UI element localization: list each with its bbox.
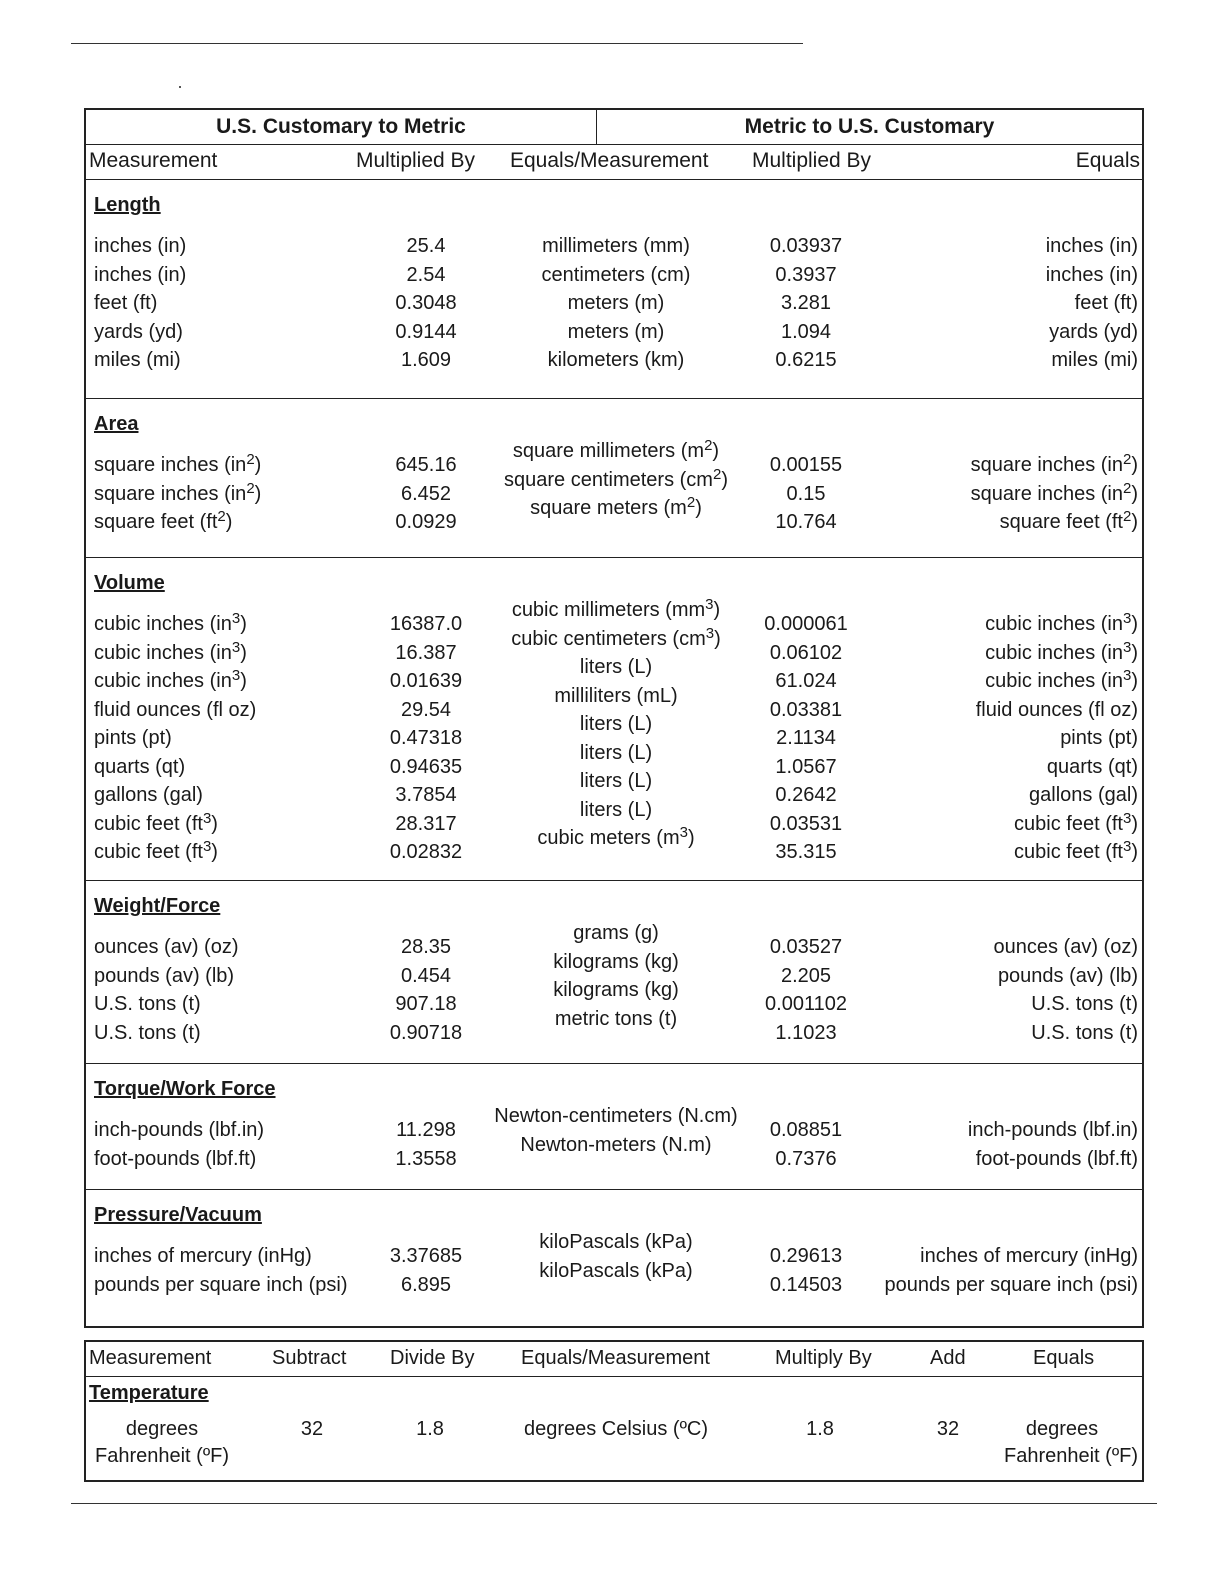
column-factor-to-customary: [736, 1116, 876, 1173]
cell-measurement: U.S. tons (t): [94, 1021, 201, 1044]
section-title: Pressure/Vacuum: [94, 1204, 262, 1226]
cell-equals-measurement: metric tons (t): [554, 1007, 678, 1030]
cell-equals-measurement: square centimeters $(cm^2)$: [504, 465, 728, 491]
column-equals-measurement: [471, 1102, 761, 1159]
cell-factor-to-customary: 0.7376: [775, 1147, 837, 1170]
bottom-rule: [71, 1503, 1157, 1504]
column-equals: [885, 1242, 1138, 1299]
cell-measurement: cubic feet $(ft^3)$: [94, 838, 218, 863]
cell-equals: gallons (gal): [1029, 784, 1138, 806]
temp-divide-value: 1.8: [416, 1418, 444, 1440]
temp-measurement: [86, 1416, 238, 1470]
cell-measurement: pints (pt): [94, 727, 172, 749]
cell-equals-measurement: millimeters (mm): [542, 235, 690, 257]
column-factor-to-customary: [736, 451, 876, 537]
cell-factor-to-metric: 907.18: [395, 993, 457, 1015]
cell-equals-measurement: Newton-meters (N.m): [520, 1133, 712, 1156]
cell-equals-measurement: kilometers (km): [547, 349, 685, 371]
column-factor-to-customary: [736, 610, 876, 867]
cell-factor-to-customary: 3.281: [780, 292, 832, 314]
column-equals: [1046, 232, 1138, 375]
cell-measurement: gallons (gal): [94, 784, 203, 806]
cell-factor-to-customary: 0.03937: [769, 235, 843, 257]
column-equals-measurement: [471, 596, 761, 853]
cell-equals: cubic inches $(in^3)$: [985, 638, 1138, 664]
cell-equals: pints (pt): [1060, 727, 1138, 749]
temp-col-equals: Equals: [1033, 1347, 1095, 1369]
table-header-columns: [86, 145, 1142, 180]
cell-equals-measurement: cubic meters $(m^3)$: [537, 824, 695, 849]
cell-factor-to-customary: 0.001102: [765, 993, 847, 1015]
column-equals: [968, 1116, 1138, 1173]
cell-equals: cubic feet $(ft^3)$: [1014, 809, 1138, 835]
cell-factor-to-customary: 0.6215: [775, 349, 837, 371]
cell-equals-measurement: meters (m): [567, 320, 665, 343]
cell-equals: pounds (av) (lb): [997, 964, 1138, 987]
cell-measurement: feet (ft): [94, 292, 158, 314]
cell-equals-measurement: liters (L): [579, 656, 653, 678]
cell-factor-to-customary: 0.29613: [769, 1245, 843, 1267]
temperature-title: Temperature: [89, 1382, 209, 1404]
cell-factor-to-customary: 0.3937: [775, 263, 837, 286]
temp-equals-measurement-value: degrees Celsius (ºC): [523, 1418, 709, 1440]
cell-factor-to-metric: 0.02832: [389, 841, 463, 863]
cell-factor-to-customary: 1.1023: [775, 1021, 837, 1044]
temp-col-multiply-by: Multiply By: [775, 1347, 872, 1369]
cell-equals-measurement: liters (L): [579, 741, 653, 764]
cell-factor-to-customary: 0.000061: [764, 613, 848, 635]
cell-equals: ounces (av) (oz): [993, 936, 1138, 958]
cell-equals: feet (ft): [1074, 292, 1138, 314]
cell-measurement: miles (mi): [94, 349, 181, 371]
cell-equals: square inches $(in^2)$: [970, 479, 1138, 505]
cell-factor-to-metric: 0.3048: [395, 292, 457, 314]
cell-equals-measurement: meters (m): [567, 292, 665, 314]
cell-measurement: yards (yd): [94, 320, 183, 343]
cell-equals: inch-pounds (lbf.in): [967, 1119, 1138, 1141]
temp-equals: [986, 1416, 1138, 1470]
cell-equals-measurement: milliliters (mL): [554, 684, 678, 707]
temp-col-divide-by: Divide By: [390, 1347, 475, 1369]
cell-measurement: cubic inches $(in^3)$: [94, 610, 247, 635]
cell-measurement: ounces (av) (oz): [94, 936, 239, 958]
section-title: Length: [94, 194, 161, 216]
temp-col-subtract: Subtract: [272, 1347, 347, 1369]
cell-equals: U.S. tons (t): [1031, 993, 1138, 1015]
cell-measurement: inches (in): [94, 263, 187, 286]
temp-subtract-value: 32: [300, 1418, 324, 1440]
cell-equals-measurement: square meters $(m^2)$: [530, 494, 702, 519]
cell-measurement: square inches $(in^2)$: [94, 479, 262, 505]
cell-equals-measurement: kiloPascals (kPa): [539, 1231, 693, 1253]
cell-factor-to-metric: 0.9144: [395, 320, 457, 343]
cell-factor-to-metric: 11.298: [396, 1119, 456, 1141]
temp-equals-line2: Fahrenheit (ºF): [1003, 1445, 1138, 1467]
cell-measurement: cubic inches $(in^3)$: [94, 667, 247, 692]
cell-equals: pounds per square inch (psi): [884, 1273, 1138, 1296]
column-measurement: [94, 232, 186, 375]
section-title: Weight/Force: [94, 895, 221, 917]
cell-equals: U.S. tons (t): [1031, 1021, 1138, 1044]
cell-factor-to-metric: 25.4: [406, 235, 446, 257]
cell-factor-to-metric: 645.16: [395, 454, 457, 476]
section-title: Torque/Work Force: [94, 1078, 276, 1100]
cell-factor-to-customary: 2.205: [780, 964, 832, 987]
cell-factor-to-metric: 16.387: [395, 641, 457, 664]
column-factor-to-customary: [736, 232, 876, 375]
cell-equals-measurement: liters (L): [579, 798, 653, 821]
cell-equals: foot-pounds (lbf.ft): [975, 1147, 1138, 1170]
cell-factor-to-customary: 61.024: [775, 670, 837, 692]
cell-equals-measurement: kilograms (kg): [553, 979, 679, 1001]
cell-factor-to-customary: 0.03527: [769, 936, 843, 958]
column-equals-measurement: [471, 437, 761, 523]
cell-factor-to-metric: 28.317: [395, 812, 457, 835]
cell-measurement: cubic feet $(ft^3)$: [94, 809, 218, 835]
cell-factor-to-metric: 6.895: [400, 1273, 452, 1296]
cell-factor-to-metric: 2.54: [406, 263, 446, 286]
section-pressure-vacuum: [86, 1190, 1142, 1326]
cell-factor-to-metric: 0.454: [400, 964, 452, 987]
cell-factor-to-customary: 1.094: [780, 320, 832, 343]
cell-measurement: foot-pounds (lbf.ft): [94, 1147, 257, 1170]
cell-factor-to-metric: 0.47318: [389, 727, 463, 749]
cell-factor-to-metric: 0.90718: [389, 1021, 463, 1044]
cell-measurement: quarts (qt): [94, 755, 186, 778]
cell-equals: square inches $(in^2)$: [970, 451, 1138, 476]
temp-col-equals-measurement: Equals/Measurement: [521, 1347, 710, 1369]
column-measurement: [94, 933, 239, 1047]
stray-mark: [179, 86, 181, 88]
section-title: Area: [94, 413, 139, 435]
cell-measurement: square inches $(in^2)$: [94, 451, 262, 476]
section-area: [86, 399, 1142, 558]
temp-measurement-line2: Fahrenheit (ºF): [94, 1445, 229, 1467]
section-torque-work-force: [86, 1064, 1142, 1190]
cell-measurement: U.S. tons (t): [94, 993, 201, 1015]
cell-equals-measurement: liters (L): [579, 770, 653, 792]
temp-equals-line1: degrees: [1025, 1418, 1099, 1440]
us-to-metric-heading: U.S. Customary to Metric: [216, 115, 466, 138]
cell-factor-to-customary: 0.06102: [769, 641, 843, 664]
cell-equals: yards (yd): [1049, 320, 1138, 343]
table-header-direction: [86, 110, 1142, 145]
column-measurement: [94, 451, 261, 537]
cell-measurement: fluid ounces (fl oz): [94, 698, 257, 721]
cell-equals: inches (in): [1045, 235, 1138, 257]
cell-measurement: inch-pounds (lbf.in): [94, 1119, 265, 1141]
cell-factor-to-metric: 0.01639: [389, 670, 463, 692]
cell-equals-measurement: cubic centimeters $(cm^3)$: [511, 624, 721, 650]
cell-equals-measurement: Newton-centimeters (N.cm): [494, 1105, 738, 1127]
cell-factor-to-metric: 3.7854: [395, 784, 457, 806]
temp-add-value: 32: [936, 1418, 960, 1440]
cell-factor-to-customary: 0.03531: [769, 812, 843, 835]
temperature-header: [86, 1342, 1142, 1377]
cell-measurement: inches of mercury (inHg): [94, 1245, 312, 1267]
column-measurement: [94, 610, 256, 867]
section-weight-force: [86, 881, 1142, 1064]
cell-equals-measurement: grams (g): [573, 922, 659, 944]
cell-equals: quarts (qt): [1046, 755, 1138, 778]
cell-factor-to-metric: 29.54: [400, 698, 452, 721]
cell-equals-measurement: square millimeters $(m^2)$: [512, 437, 720, 462]
top-rule: [71, 43, 803, 44]
temp-col-measurement: Measurement: [89, 1347, 212, 1369]
column-equals: [994, 933, 1139, 1047]
cell-factor-to-metric: 1.609: [400, 349, 452, 371]
temp-multiply-value: 1.8: [806, 1418, 834, 1440]
section-volume: [86, 558, 1142, 881]
column-factor-to-customary: [736, 1242, 876, 1299]
cell-measurement: square feet $(ft^2)$: [94, 508, 233, 533]
col-header-multiplied-by-2: Multiplied By: [752, 149, 872, 172]
column-equals-measurement: [471, 919, 761, 1033]
cell-equals: cubic feet $(ft^3)$: [1014, 838, 1138, 863]
cell-equals-measurement: centimeters (cm): [541, 263, 691, 286]
temp-measurement-line1: degrees: [125, 1418, 199, 1440]
conversion-table: [84, 108, 1144, 1328]
cell-factor-to-customary: 0.15: [786, 482, 826, 505]
cell-factor-to-customary: 10.764: [775, 511, 837, 533]
column-equals-measurement: [471, 1228, 761, 1285]
column-equals: [971, 451, 1138, 537]
cell-equals: square feet $(ft^2)$: [999, 508, 1138, 533]
cell-factor-to-metric: 0.0929: [395, 511, 457, 533]
temp-col-add: Add: [930, 1347, 966, 1369]
col-header-equals: Equals: [1075, 149, 1140, 172]
cell-factor-to-metric: 28.35: [400, 936, 452, 958]
cell-equals: inches of mercury (inHg): [920, 1245, 1138, 1267]
column-factor-to-customary: [736, 933, 876, 1047]
cell-factor-to-customary: 0.03381: [769, 698, 843, 721]
col-header-equals-measurement: Equals/Measurement: [510, 149, 709, 172]
cell-measurement: pounds per square inch (psi): [94, 1273, 348, 1296]
cell-equals: cubic inches $(in^3)$: [985, 667, 1138, 692]
col-header-measurement: Measurement: [89, 149, 218, 172]
cell-factor-to-customary: 35.315: [775, 841, 837, 863]
cell-equals: fluid ounces (fl oz): [975, 698, 1138, 721]
cell-factor-to-metric: 3.37685: [389, 1245, 463, 1267]
cell-equals-measurement: kiloPascals (kPa): [539, 1259, 693, 1282]
cell-factor-to-customary: 1.0567: [775, 755, 837, 778]
column-equals: [976, 610, 1138, 867]
section-length: [86, 180, 1142, 399]
column-equals-measurement: [471, 232, 761, 375]
column-measurement: [94, 1116, 264, 1173]
cell-measurement: inches (in): [94, 235, 187, 257]
cell-factor-to-customary: 0.14503: [769, 1273, 843, 1296]
metric-to-us-heading: Metric to U.S. Customary: [744, 115, 995, 138]
cell-measurement: cubic inches $(in^3)$: [94, 638, 247, 664]
cell-equals-measurement: liters (L): [579, 713, 653, 735]
cell-equals: miles (mi): [1051, 349, 1138, 371]
cell-measurement: pounds (av) (lb): [94, 964, 235, 987]
cell-factor-to-customary: 0.2642: [775, 784, 837, 806]
cell-factor-to-customary: 2.1134: [776, 727, 836, 749]
cell-equals-measurement: kilograms (kg): [553, 950, 679, 973]
column-measurement: [94, 1242, 347, 1299]
cell-equals: cubic inches $(in^3)$: [985, 610, 1138, 635]
cell-equals: inches (in): [1045, 263, 1138, 286]
cell-factor-to-metric: 1.3558: [395, 1147, 457, 1170]
cell-equals-measurement: cubic millimeters $(mm^3)$: [511, 596, 721, 621]
col-header-multiplied-by: Multiplied By: [356, 149, 476, 172]
cell-factor-to-customary: 0.08851: [769, 1119, 843, 1141]
cell-factor-to-metric: 6.452: [400, 482, 452, 505]
cell-factor-to-customary: 0.00155: [769, 454, 843, 476]
cell-factor-to-metric: 16387.0: [389, 613, 463, 635]
temperature-table: [84, 1340, 1144, 1482]
section-title: Volume: [94, 572, 165, 594]
cell-factor-to-metric: 0.94635: [389, 755, 463, 778]
